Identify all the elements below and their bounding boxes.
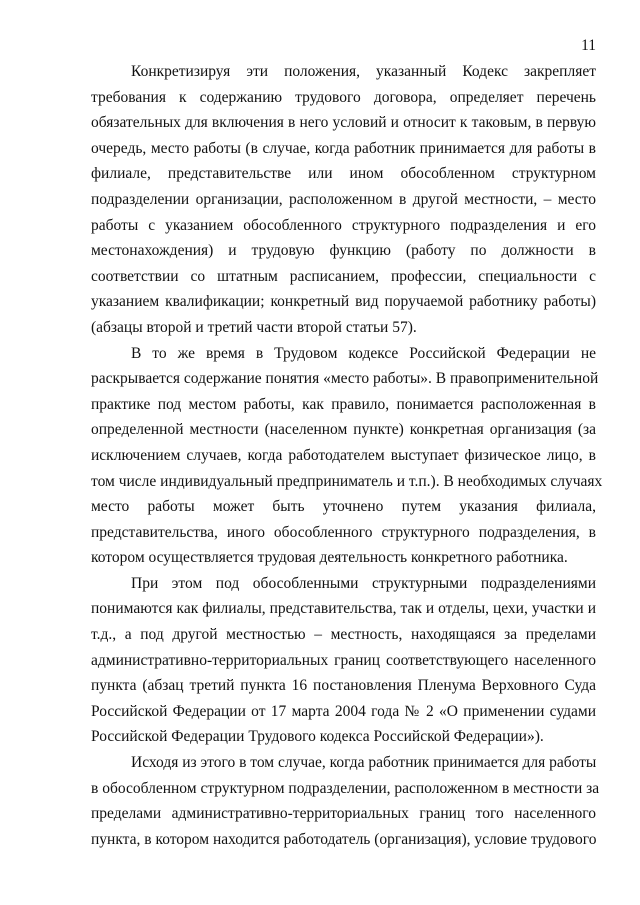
paragraph xyxy=(91,750,600,852)
text-line: пункта, в котором находится работодатель (организация), условие трудового xyxy=(91,830,597,848)
text-line: Российской Федерации от 17 марта 2004 года № 2 «О применении судами xyxy=(91,702,596,720)
text-line: очередь, место работы (в случае, когда работник принимается для работы в xyxy=(91,139,596,157)
text-line: раскрывается содержание понятия «место работы». В правоприменительной xyxy=(91,370,599,388)
text-line: Исходя из этого в том случае, когда работник принимается для работы xyxy=(131,754,597,772)
text-line: том числе индивидуальный предприниматель и т.п.). В необходимых случаях xyxy=(91,472,603,490)
text-line: пределами административно-территориальных границ того населенного xyxy=(91,805,596,823)
document-body xyxy=(91,59,603,852)
text-line: в обособленном структурном подразделении, расположенном в местности за xyxy=(91,779,600,797)
text-line: представительства, иного обособленного структурного подразделения, в xyxy=(91,523,596,541)
text-line: указанием квалификации; конкретный вид поручаемой работнику работы) xyxy=(91,293,596,311)
text-line: пункта (абзац третий пункта 16 постановления Пленума Верховного Суда xyxy=(91,677,596,695)
text-line: административно-территориальных границ соответствующего населенного xyxy=(91,651,596,669)
text-line: (абзацы второй и третий части второй статьи 57). xyxy=(91,318,417,336)
text-line: требования к содержанию трудового договора, определяет перечень xyxy=(91,88,596,106)
text-line: т.д., а под другой местностью – местность, находящаяся за пределами xyxy=(91,626,596,644)
text-line: понимаются как филиалы, представительства, так и отделы, цехи, участки и xyxy=(91,600,596,618)
text-line: местонахождения) и трудовую функцию (работу по должности в xyxy=(91,242,596,260)
text-line: определенной местности (населенном пункте) конкретная организация (за xyxy=(91,421,596,439)
page-number: 11 xyxy=(581,37,596,54)
text-line: подразделении организации, расположенном в другой местности, – место xyxy=(91,190,596,208)
text-line: В то же время в Трудовом кодексе Российской Федерации не xyxy=(131,344,596,362)
text-line: практике под местом работы, как правило, понимается расположенная в xyxy=(91,395,596,413)
paragraph xyxy=(91,571,596,750)
text-line: Российской Федерации Трудового кодекса Российской Федерации»). xyxy=(91,728,544,746)
text-line: Конкретизируя эти положения, указанный Кодекс закрепляет xyxy=(131,63,596,80)
paragraph xyxy=(91,341,603,571)
text-line: исключением случаев, когда работодателем выступает физическое лицо, в xyxy=(91,446,596,464)
text-line: котором осуществляется трудовая деятельность конкретного работника. xyxy=(91,549,568,567)
text-line: филиале, представительстве или ином обособленном структурном xyxy=(91,165,596,183)
text-line: соответствии со штатным расписанием, профессии, специальности с xyxy=(91,267,596,285)
text-line: обязательных для включения в него условий и относит к таковым, в первую xyxy=(91,114,596,132)
text-line: При этом под обособленными структурными подразделениями xyxy=(131,574,596,592)
text-line: работы с указанием обособленного структурного подразделения и его xyxy=(91,216,596,234)
text-line: место работы может быть уточнено путем указания филиала, xyxy=(91,498,596,516)
paragraph xyxy=(91,59,596,341)
